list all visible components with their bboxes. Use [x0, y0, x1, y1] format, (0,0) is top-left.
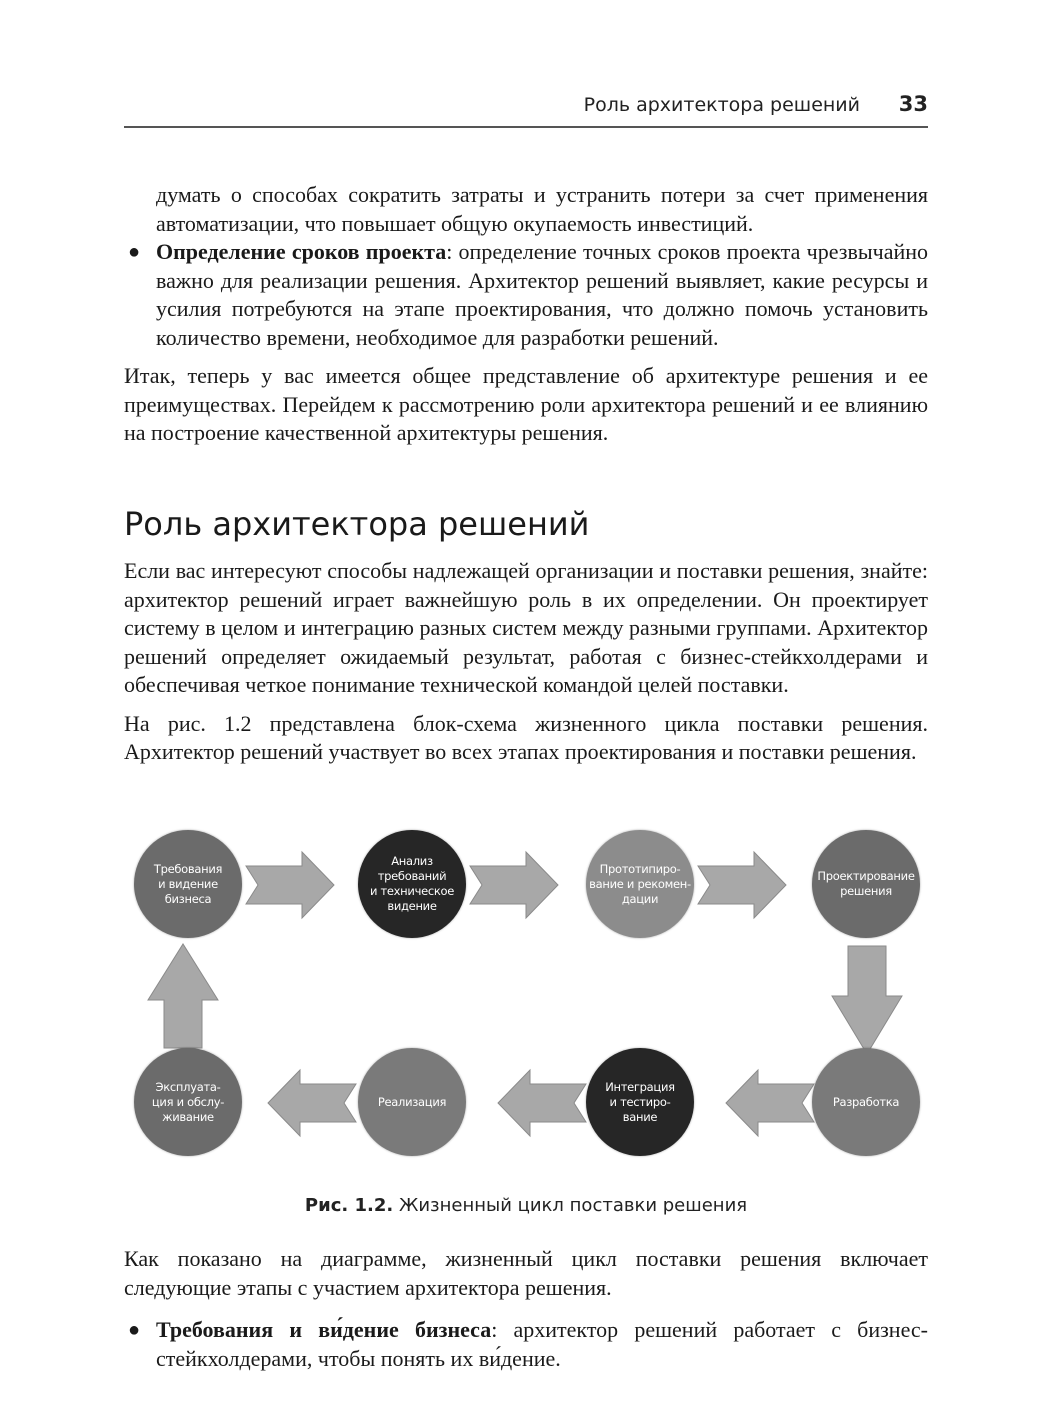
node-operations-maintenance: Эксплуата- ция и обслу- живание — [134, 1048, 242, 1156]
page-number: 33 — [898, 92, 928, 116]
bullet-term: Определение сроков проекта — [156, 239, 447, 264]
node-prototyping: Прототипиро- вание и рекомен- дации — [586, 830, 694, 938]
summary-paragraph: Итак, теперь у вас имеется общее представление об архитектуре решения и ее преимуществах. Перейдем к рассмотрению роли архитектора решений и ее влиянию на построение качественной архитектуры решения. — [124, 363, 928, 445]
node-business-requirements: Требования и видение бизнеса — [134, 830, 242, 938]
text-block-middle — [124, 557, 928, 767]
bullet-dot-icon: ● — [128, 241, 141, 263]
bullet-dot-icon: ● — [128, 1319, 141, 1341]
bullet-schedule — [124, 238, 928, 352]
bullet-term: Требования и ви́дение бизнеса — [156, 1317, 492, 1342]
caption-prefix: Рис. 1.2. — [304, 1195, 394, 1216]
stages-paragraph: Как показано на диаграмме, жизненный цикл поставки решения включает следующие этапы с участием архитектора решения. — [124, 1246, 928, 1300]
bullet-business — [124, 1316, 928, 1373]
node-development: Разработка — [812, 1048, 920, 1156]
lifecycle-diagram — [120, 828, 940, 1178]
arrow-up — [148, 944, 218, 1048]
node-integration-testing: Интеграция и тестиро- вание — [586, 1048, 694, 1156]
arrow-right-2 — [470, 852, 558, 918]
arrow-left-2 — [498, 1070, 586, 1136]
continuation-paragraph: думать о способах сократить затраты и устранить потери за счет применения автоматизации, что повышает общую окупаемость инвестиций. — [156, 182, 928, 236]
arrow-left-1 — [726, 1070, 814, 1136]
section-heading: Роль архитектора решений — [124, 505, 590, 543]
text-block-top — [124, 181, 928, 448]
caption-text: Жизненный цикл поставки решения — [393, 1195, 748, 1216]
node-requirements-analysis: Анализ требований и техническое видение — [358, 830, 466, 938]
figure-reference-paragraph: На рис. 1.2 представлена блок-схема жизненного цикла поставки решения. Архитектор решений участвует во всех этапах проектирования и поставки решения. — [124, 710, 928, 764]
running-header — [124, 90, 928, 128]
node-solution-design: Проектирование решения — [812, 830, 920, 938]
arrow-left-3 — [268, 1070, 356, 1136]
text-block-bottom — [124, 1245, 928, 1373]
arrow-right-1 — [246, 852, 334, 918]
bullet-text: : определение точных сроков проекта чрезвычайно важно для реализации решения. Архитектор решений выявляет, какие ресурсы и усилия потребуются на этапе проектирования, что должно помочь установить количество времени, необходимое для разработки решений. — [156, 239, 929, 350]
node-implementation: Реализация — [358, 1048, 466, 1156]
arrow-down — [832, 946, 902, 1054]
arrow-right-3 — [698, 852, 786, 918]
running-header-title: Роль архитектора решений — [583, 94, 860, 116]
figure-caption — [0, 1195, 1052, 1216]
bullet-text: : архитектор решений работает с бизнес-стейкхолдерами, чтобы понять их ви́дение. — [156, 1317, 928, 1371]
role-paragraph: Если вас интересуют способы надлежащей организации и поставки решения, знайте: архитектор решений играет важнейшую роль в их определении. Он проектирует систему в целом и интеграцию разных систем между разными группами. Архитектор решений определяет ожидаемый результат, работая с бизнес-стейкхолдерами и обеспечивая четкое понимание технической командой целей поставки. — [124, 558, 928, 697]
